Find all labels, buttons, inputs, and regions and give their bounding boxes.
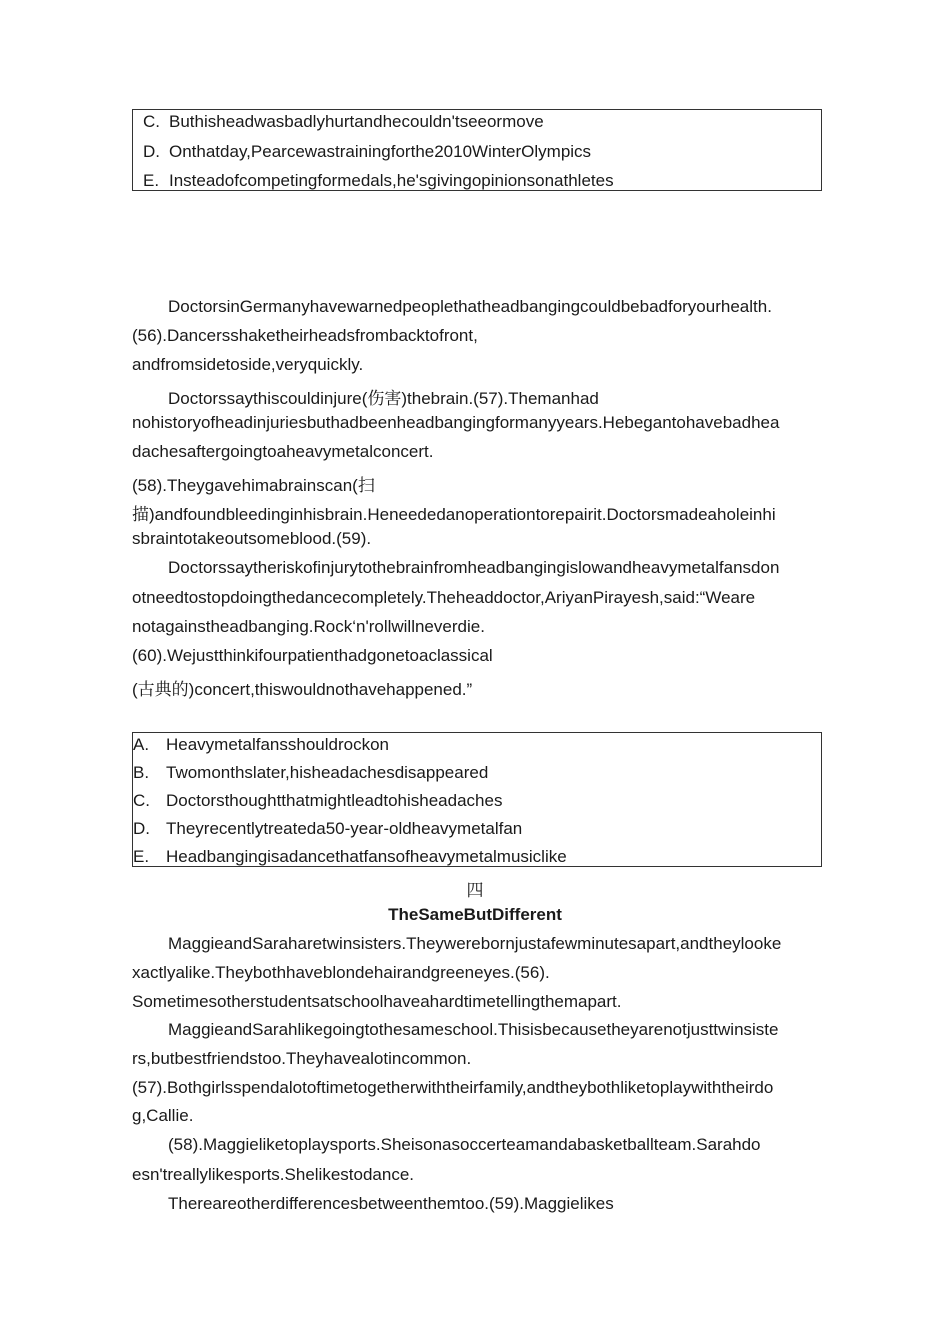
passage-line: (56).Dancersshaketheirheadsfrombacktofront,	[132, 326, 478, 345]
passage-line: DoctorsinGermanyhavewarnedpeoplethatheadbangingcouldbebadforyourhealth.	[168, 297, 772, 316]
option-e: E. Headbangingisadancethatfansofheavymetalmusiclike	[133, 847, 567, 866]
option-d: D. Onthatday,Pearcewastrainingforthe2010WinterOlympics	[143, 142, 592, 161]
option-d: D. Theyrecentlytreateda50-year-oldheavymetalfan	[133, 819, 523, 838]
passage-line: (古典的)concert,thiswouldnothavehappened.”	[132, 680, 473, 699]
section-number: 四	[466, 881, 484, 901]
passage-line: Sometimesotherstudentsatschoolhaveahardtimetellingthemapart.	[132, 992, 622, 1011]
option-c: C. Buthisheadwasbadlyhurtandhecouldn'tseeormove	[143, 112, 544, 131]
options-box-1	[132, 109, 822, 191]
option-b: B. Twomonthslater,hisheadachesdisappeared	[133, 763, 489, 782]
passage-line: g,Callie.	[132, 1106, 194, 1125]
options-box-2	[132, 732, 822, 867]
passage-line: otneedtostopdoingthedancecompletely.Theheaddoctor,AriyanPirayesh,said:“Weare	[132, 588, 756, 607]
passage-line: notagainstheadbanging.Rock‘n'rollwillneverdie.	[132, 617, 485, 636]
passage-line: esn'treallylikesports.Shelikestodance.	[132, 1165, 415, 1184]
passage-line: sbraintotakeoutsomeblood.(59).	[132, 529, 372, 548]
passage-line: andfromsidetoside,veryquickly.	[132, 355, 364, 374]
passage-line: (60).Wejustthinkifourpatienthadgonetoaclassical	[132, 646, 493, 665]
option-e: E. Insteadofcompetingformedals,he'sgivingopinionsonathletes	[143, 171, 614, 190]
passage-line: xactlyalike.Theybothhaveblondehairandgreeneyes.(56).	[132, 963, 550, 982]
passage-line: dachesaftergoingtoaheavymetalconcert.	[132, 442, 434, 461]
passage-line: Thereareotherdifferencesbetweenthemtoo.(59).Maggielikes	[168, 1194, 614, 1213]
passage-line: (58).Theygavehimabrainscan(扫	[132, 476, 375, 495]
passage-line: (58).Maggieliketoplaysports.Sheisonasoccerteamandabasketballteam.Sarahdo	[168, 1135, 761, 1154]
option-a: A. Heavymetalfansshouldrockon	[133, 735, 390, 754]
passage-line: Doctorssaytheriskofinjurytothebrainfromheadbangingislowandheavymetalfansdon	[168, 558, 780, 577]
passage-line: MaggieandSaraharetwinsisters.Theywerebornjustafewminutesapart,andtheylooke	[168, 934, 782, 953]
section-title: TheSameButDifferent	[388, 905, 562, 924]
passage-line: rs,butbestfriendstoo.Theyhavealotincommon.	[132, 1049, 472, 1068]
passage-line: 描)andfoundbleedinginhisbrain.Heneededanoperationtorepairit.Doctorsmadeaholeinhi	[132, 505, 776, 524]
passage-line: (57).Bothgirlsspendalotoftimetogetherwiththeirfamily,andtheybothliketoplaywiththeirdo	[132, 1078, 774, 1097]
option-c: C. Doctorsthoughtthatmightleadtohisheadaches	[133, 791, 503, 810]
passage-line: MaggieandSarahlikegoingtothesameschool.Thisisbecausetheyarenotjusttwinsiste	[168, 1020, 779, 1039]
passage-line: nohistoryofheadinjuriesbuthadbeenheadbangingformanyyears.Hebegantohavebadhea	[132, 413, 780, 432]
passage-line: Doctorssaythiscouldinjure(伤害)thebrain.(57).Themanhad	[168, 389, 599, 408]
